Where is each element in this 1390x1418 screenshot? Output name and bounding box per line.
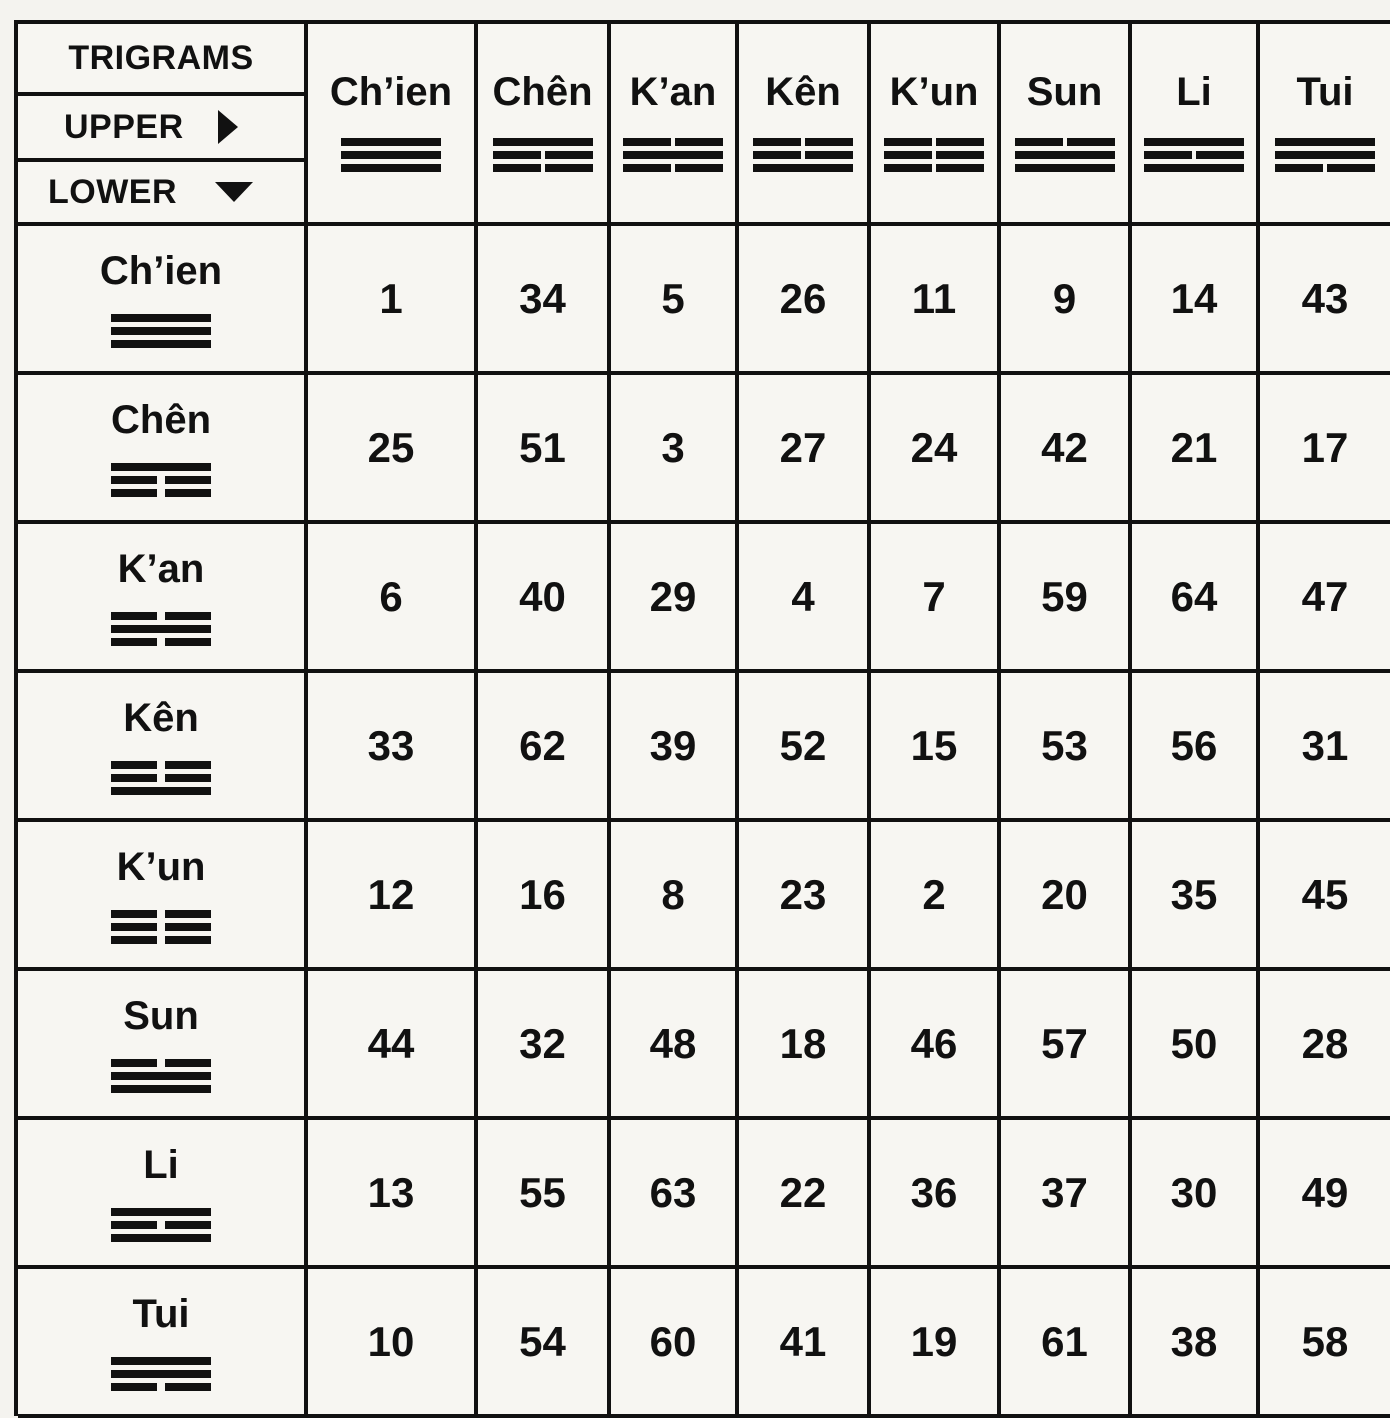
hexagram-number-cell <box>611 673 739 822</box>
hexagram-number: 59 <box>1041 572 1088 620</box>
hexagram-number: 48 <box>649 1019 697 1067</box>
hexagram-number: 14 <box>1170 274 1218 322</box>
hexagram-number-cell <box>871 822 1001 971</box>
lower-trigram-name: Chên <box>111 398 211 442</box>
upper-trigram-name: Li <box>1176 70 1212 114</box>
hexagram-number-cell <box>1132 226 1260 375</box>
hexagram-number: 36 <box>910 1168 958 1216</box>
hexagram-number: 2 <box>922 870 946 918</box>
hexagram-number-cell <box>739 375 871 524</box>
hexagram-number: 22 <box>779 1168 827 1216</box>
hexagram-number-cell <box>1001 226 1132 375</box>
hexagram-number-cell <box>478 971 611 1120</box>
hexagram-number-cell <box>739 673 871 822</box>
hexagram-number: 57 <box>1041 1019 1088 1067</box>
hexagram-number: 29 <box>649 572 697 620</box>
hexagram-number: 13 <box>367 1168 415 1216</box>
upper-trigram-name: Sun <box>1026 70 1103 114</box>
upper-trigram-header-sun <box>1001 24 1132 226</box>
hexagram-number-cell <box>1001 673 1132 822</box>
hexagram-number: 5 <box>661 274 685 322</box>
hexagram-number: 19 <box>910 1317 958 1365</box>
hexagram-number: 20 <box>1041 870 1088 918</box>
hexagram-number-cell <box>308 673 478 822</box>
hexagram-number-cell <box>739 226 871 375</box>
hexagram-number-cell <box>308 1120 478 1269</box>
k-un-trigram-icon <box>884 136 984 174</box>
hexagram-number-cell <box>308 226 478 375</box>
table-corner <box>18 24 308 226</box>
hexagram-number: 11 <box>911 274 957 322</box>
hexagram-number: 38 <box>1170 1317 1218 1365</box>
upper-trigram-name: Tui <box>1296 70 1354 114</box>
k-n-trigram-icon <box>111 759 211 797</box>
hexagram-number-cell <box>1260 524 1390 673</box>
k-un-trigram-icon <box>111 908 211 946</box>
tui-trigram-icon <box>111 1355 211 1393</box>
hexagram-number: 6 <box>379 572 403 620</box>
hexagram-number-cell <box>1001 1120 1132 1269</box>
hexagram-number-cell <box>871 226 1001 375</box>
hexagram-number: 58 <box>1301 1317 1349 1365</box>
upper-trigram-name: Ch’ien <box>329 70 453 114</box>
lower-trigram-header-li <box>18 1120 308 1269</box>
ch-ien-trigram-icon <box>111 312 211 350</box>
hexagram-number: 54 <box>519 1317 566 1365</box>
hexagram-number-cell <box>611 822 739 971</box>
lower-trigram-name: K’an <box>117 547 205 591</box>
lower-trigram-header-ch-ien <box>18 226 308 375</box>
hexagram-number: 49 <box>1301 1168 1349 1216</box>
hexagram-number: 39 <box>649 721 697 769</box>
hexagram-number: 47 <box>1301 572 1349 620</box>
hexagram-number-cell <box>1001 822 1132 971</box>
hexagram-number: 45 <box>1301 870 1349 918</box>
hexagram-number: 7 <box>922 572 946 620</box>
lower-trigram-name: Kên <box>123 696 199 740</box>
hexagram-number-cell <box>1132 375 1260 524</box>
upper-label-text: UPPER <box>64 107 184 146</box>
hexagram-number: 56 <box>1170 721 1218 769</box>
hexagram-number-cell <box>611 375 739 524</box>
hexagram-number: 18 <box>779 1019 827 1067</box>
hexagram-number: 4 <box>791 572 815 620</box>
ch-ien-trigram-icon <box>341 136 441 174</box>
lower-trigram-name: K’un <box>116 845 206 889</box>
hexagram-number-cell <box>478 1120 611 1269</box>
upper-trigram-name: K’an <box>629 70 717 114</box>
hexagram-number-cell <box>308 1269 478 1418</box>
lower-trigram-name: Tui <box>132 1292 190 1336</box>
hexagram-number-cell <box>1260 375 1390 524</box>
hexagram-number-cell <box>611 1120 739 1269</box>
lower-label-text: LOWER <box>48 172 178 211</box>
hexagram-number: 43 <box>1301 274 1349 322</box>
hexagram-number: 30 <box>1170 1168 1218 1216</box>
hexagram-number-cell <box>739 524 871 673</box>
lower-label <box>18 158 304 222</box>
hexagram-number-cell <box>1260 226 1390 375</box>
hexagram-number: 35 <box>1170 870 1218 918</box>
upper-label <box>18 92 304 158</box>
hexagram-number-cell <box>1260 822 1390 971</box>
hexagram-number: 23 <box>779 870 827 918</box>
hexagram-number: 12 <box>367 870 415 918</box>
hexagram-number: 40 <box>519 572 566 620</box>
hexagram-number: 32 <box>519 1019 566 1067</box>
hexagram-number-cell <box>871 375 1001 524</box>
sun-trigram-icon <box>111 1057 211 1095</box>
hexagram-number-cell <box>478 1269 611 1418</box>
hexagram-number: 46 <box>910 1019 958 1067</box>
hexagram-number-cell <box>1001 524 1132 673</box>
upper-trigram-header-k-un <box>871 24 1001 226</box>
hexagram-number: 15 <box>910 721 958 769</box>
hexagram-number-cell <box>1260 673 1390 822</box>
lower-trigram-header-k-un <box>18 822 308 971</box>
upper-trigram-header-ch-ien <box>308 24 478 226</box>
hexagram-number-cell <box>1001 1269 1132 1418</box>
hexagram-number: 26 <box>779 274 827 322</box>
hexagram-number-cell <box>308 524 478 673</box>
hexagram-number-cell <box>1260 1269 1390 1418</box>
k-an-trigram-icon <box>623 136 723 174</box>
ch-n-trigram-icon <box>111 461 211 499</box>
lower-trigram-header-k-an <box>18 524 308 673</box>
hexagram-number-cell <box>478 673 611 822</box>
hexagram-number: 44 <box>367 1019 415 1067</box>
k-an-trigram-icon <box>111 610 211 648</box>
hexagram-number-cell <box>739 822 871 971</box>
hexagram-number: 51 <box>519 423 566 471</box>
hexagram-number-cell <box>308 822 478 971</box>
hexagram-number: 17 <box>1301 423 1349 471</box>
hexagram-number: 41 <box>779 1317 827 1365</box>
hexagram-number: 52 <box>779 721 827 769</box>
hexagram-number: 64 <box>1170 572 1218 620</box>
hexagram-number: 16 <box>519 870 566 918</box>
hexagram-number: 31 <box>1301 721 1349 769</box>
lower-trigram-name: Ch’ien <box>99 249 223 293</box>
hexagram-number-cell <box>1132 524 1260 673</box>
hexagram-lookup-table <box>14 20 1390 1416</box>
hexagram-number: 8 <box>661 870 685 918</box>
hexagram-number-cell <box>478 524 611 673</box>
hexagram-number-cell <box>478 822 611 971</box>
lower-trigram-header-tui <box>18 1269 308 1418</box>
hexagram-number-cell <box>611 226 739 375</box>
hexagram-number-cell <box>611 1269 739 1418</box>
hexagram-number: 28 <box>1301 1019 1349 1067</box>
hexagram-number: 34 <box>519 274 566 322</box>
hexagram-number-cell <box>611 524 739 673</box>
hexagram-number-cell <box>739 1269 871 1418</box>
hexagram-number: 62 <box>519 721 566 769</box>
hexagram-number: 42 <box>1041 423 1088 471</box>
lower-trigram-header-ch-n <box>18 375 308 524</box>
hexagram-number: 37 <box>1041 1168 1088 1216</box>
upper-trigram-name: Chên <box>492 70 593 114</box>
upper-trigram-header-k-an <box>611 24 739 226</box>
lower-trigram-name: Sun <box>123 994 199 1038</box>
hexagram-number-cell <box>1260 971 1390 1120</box>
hexagram-number-cell <box>478 226 611 375</box>
hexagram-number: 3 <box>661 423 685 471</box>
hexagram-number-cell <box>1132 1120 1260 1269</box>
hexagram-number-cell <box>611 971 739 1120</box>
upper-trigram-name: K’un <box>889 70 979 114</box>
hexagram-number: 55 <box>519 1168 566 1216</box>
hexagram-number: 60 <box>649 1317 697 1365</box>
trigrams-label-text: TRIGRAMS <box>68 38 254 77</box>
hexagram-number: 50 <box>1170 1019 1218 1067</box>
upper-trigram-name: Kên <box>765 70 841 114</box>
hexagram-number-cell <box>1132 673 1260 822</box>
hexagram-number-cell <box>871 524 1001 673</box>
hexagram-number-cell <box>1001 971 1132 1120</box>
hexagram-number-cell <box>1260 1120 1390 1269</box>
hexagram-number-cell <box>1132 1269 1260 1418</box>
lower-trigram-header-k-n <box>18 673 308 822</box>
hexagram-number: 9 <box>1052 274 1077 322</box>
hexagram-number: 61 <box>1041 1317 1088 1365</box>
li-trigram-icon <box>111 1206 211 1244</box>
hexagram-number: 33 <box>367 721 415 769</box>
hexagram-number: 24 <box>910 423 958 471</box>
upper-trigram-header-tui <box>1260 24 1390 226</box>
hexagram-number-cell <box>308 375 478 524</box>
hexagram-number: 1 <box>379 274 403 322</box>
ch-n-trigram-icon <box>493 136 593 174</box>
tui-trigram-icon <box>1275 136 1375 174</box>
hexagram-number-cell <box>871 673 1001 822</box>
hexagram-number-cell <box>871 1120 1001 1269</box>
hexagram-number: 21 <box>1170 423 1218 471</box>
upper-trigram-header-li <box>1132 24 1260 226</box>
trigrams-label <box>18 24 304 92</box>
hexagram-number: 27 <box>779 423 827 471</box>
hexagram-number: 25 <box>367 423 415 471</box>
hexagram-number-cell <box>308 971 478 1120</box>
arrow-right-icon <box>218 110 238 144</box>
hexagram-number-cell <box>1132 971 1260 1120</box>
arrow-down-icon <box>215 182 253 202</box>
upper-trigram-header-ch-n <box>478 24 611 226</box>
hexagram-number-cell <box>1132 822 1260 971</box>
sun-trigram-icon <box>1015 136 1115 174</box>
hexagram-number-cell <box>739 971 871 1120</box>
hexagram-number-cell <box>1001 375 1132 524</box>
k-n-trigram-icon <box>753 136 853 174</box>
lower-trigram-header-sun <box>18 971 308 1120</box>
lower-trigram-name: Li <box>143 1143 179 1187</box>
hexagram-number: 53 <box>1041 721 1088 769</box>
hexagram-number-cell <box>871 1269 1001 1418</box>
hexagram-number: 63 <box>649 1168 697 1216</box>
hexagram-number-cell <box>871 971 1001 1120</box>
hexagram-number-cell <box>478 375 611 524</box>
li-trigram-icon <box>1144 136 1244 174</box>
hexagram-number: 10 <box>367 1317 415 1365</box>
upper-trigram-header-k-n <box>739 24 871 226</box>
hexagram-number-cell <box>739 1120 871 1269</box>
